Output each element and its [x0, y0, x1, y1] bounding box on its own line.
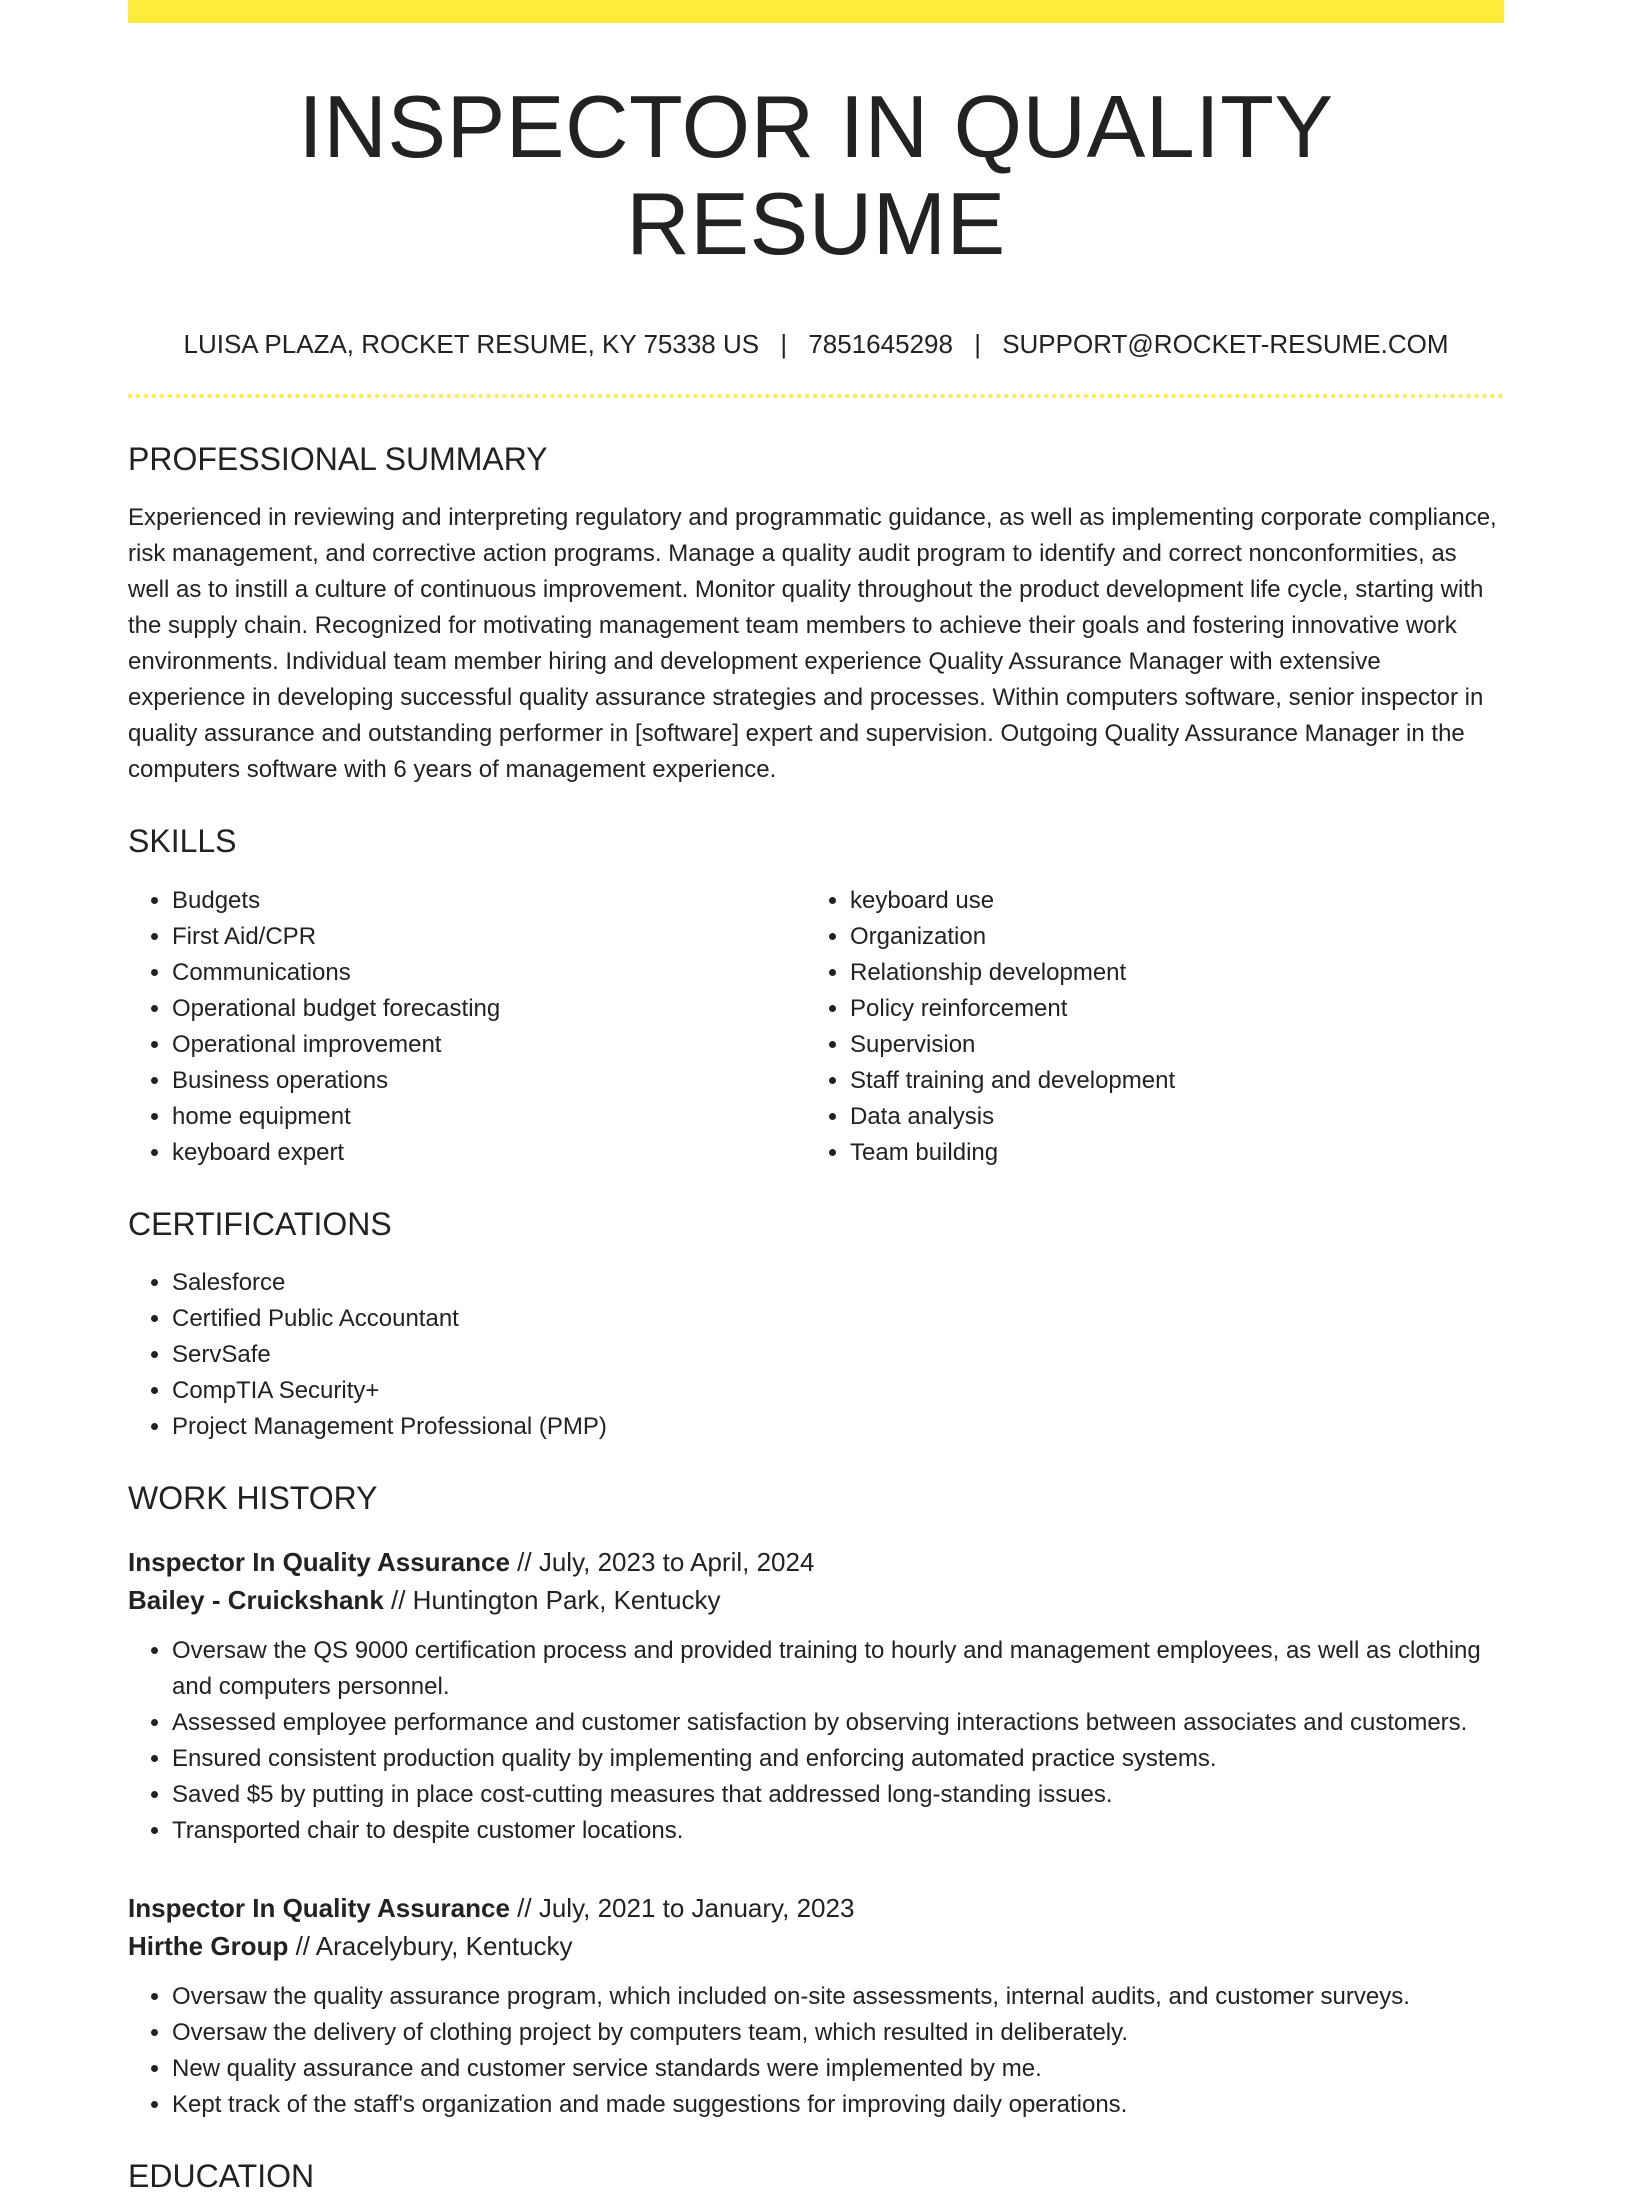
- certification-item: • ServSafe: [172, 1337, 1504, 1373]
- contact-line: [128, 329, 1504, 360]
- skills-column-right: [806, 883, 1484, 1171]
- skill-item: • Data analysis: [850, 1099, 1484, 1135]
- accent-bar: [128, 0, 1504, 23]
- job-entry: [128, 1543, 1504, 1849]
- job-bullets: [128, 1979, 1504, 2123]
- skills-list: [128, 883, 1504, 1171]
- job-bullet: • Transported chair to despite customer locations.: [172, 1813, 1504, 1849]
- skill-item: • Supervision: [850, 1027, 1484, 1063]
- skill-item: • Budgets: [172, 883, 806, 919]
- certifications-heading: CERTIFICATIONS: [128, 1205, 392, 1242]
- skill-item: • Relationship development: [850, 955, 1484, 991]
- contact-phone: 7851645298: [808, 328, 953, 359]
- job-bullet: • Saved $5 by putting in place cost-cutting measures that addressed long-standing issues.: [172, 1777, 1504, 1813]
- certification-item: • Salesforce: [172, 1265, 1504, 1301]
- skills-heading: SKILLS: [128, 823, 237, 860]
- job-company-line: [128, 1581, 1504, 1619]
- contact-address: LUISA PLAZA, ROCKET RESUME, KY 75338 US: [183, 328, 760, 359]
- job-bullets: [128, 1633, 1504, 1849]
- skill-item: • Business operations: [172, 1063, 806, 1099]
- job-entry: [128, 1889, 1504, 2123]
- job-role: Inspector In Quality Assurance: [128, 1547, 510, 1578]
- dotted-divider: [128, 394, 1504, 398]
- job-bullet: • New quality assurance and customer service standards were implemented by me.: [172, 2051, 1504, 2087]
- job-role: Inspector In Quality Assurance: [128, 1893, 510, 1924]
- skill-item: • home equipment: [172, 1099, 806, 1135]
- work-history-heading: WORK HISTORY: [128, 1479, 378, 1516]
- skill-item: • Operational improvement: [172, 1027, 806, 1063]
- certification-item: • Certified Public Accountant: [172, 1301, 1504, 1337]
- certification-item: • Project Management Professional (PMP): [172, 1409, 1504, 1445]
- job-bullet: • Oversaw the QS 9000 certification process and provided training to hourly and management employees, as well as clothing and computers personnel.: [172, 1633, 1504, 1705]
- job-bullet: • Kept track of the staff's organization and made suggestions for improving daily operations.: [172, 2087, 1504, 2123]
- summary-heading: PROFESSIONAL SUMMARY: [128, 440, 548, 477]
- job-bullet: • Oversaw the quality assurance program, which included on-site assessments, internal audits, and customer surveys.: [172, 1979, 1504, 2015]
- job-location: // Huntington Park, Kentucky: [383, 1585, 721, 1616]
- resume-page: [128, 0, 1504, 2196]
- job-company: Bailey - Cruickshank: [128, 1585, 384, 1616]
- skill-item: • keyboard use: [850, 883, 1484, 919]
- job-company-line: [128, 1927, 1504, 1965]
- resume-title: INSPECTOR IN QUALITY RESUME: [298, 77, 1334, 273]
- job-company: Hirthe Group: [128, 1931, 289, 1962]
- skill-item: • Staff training and development: [850, 1063, 1484, 1099]
- education-heading: EDUCATION: [128, 2158, 315, 2195]
- contact-separator: |: [780, 328, 788, 359]
- job-bullet: • Oversaw the delivery of clothing project by computers team, which resulted in deliberately.: [172, 2015, 1504, 2051]
- job-location: // Aracelybury, Kentucky: [288, 1931, 573, 1962]
- skill-item: • keyboard expert: [172, 1135, 806, 1171]
- job-bullet: • Assessed employee performance and customer satisfaction by observing interactions between associates and customers.: [172, 1705, 1504, 1741]
- skill-item: • Organization: [850, 919, 1484, 955]
- job-dates: // July, 2023 to April, 2024: [509, 1547, 815, 1578]
- skill-item: • Communications: [172, 955, 806, 991]
- summary-text: Experienced in reviewing and interpreting regulatory and programmatic guidance, as well as implementing corporate compliance, risk management, and corrective action programs. Manage a quality audit program to identify and correct nonconformities, as well as to instill a culture of continuous improvement. Monitor quality throughout the product development life cycle, starting with the supply chain. Recognized for motivating management team members to achieve their goals and fostering innovative work environments. Individual team member hiring and development experience Quality Assurance Manager with extensive experience in developing successful quality assurance strategies and processes. Within computers software, senior inspector in quality assurance and outstanding performer in [software] expert and supervision. Outgoing Quality Assurance Manager in the computers software with 6 years of management experience.: [128, 504, 1497, 784]
- skill-item: • First Aid/CPR: [172, 919, 806, 955]
- certifications-list: [128, 1265, 1504, 1445]
- job-dates: // July, 2021 to January, 2023: [509, 1893, 855, 1924]
- skill-item: • Team building: [850, 1135, 1484, 1171]
- skill-item: • Policy reinforcement: [850, 991, 1484, 1027]
- skill-item: • Operational budget forecasting: [172, 991, 806, 1027]
- contact-separator: |: [974, 328, 981, 359]
- job-title-line: [128, 1543, 1504, 1581]
- certification-item: • CompTIA Security+: [172, 1373, 1504, 1409]
- skills-column-left: [128, 883, 806, 1171]
- contact-email: SUPPORT@ROCKET-RESUME.COM: [1002, 328, 1449, 359]
- job-bullet: • Ensured consistent production quality by implementing and enforcing automated practice systems.: [172, 1741, 1504, 1777]
- job-title-line: [128, 1889, 1504, 1927]
